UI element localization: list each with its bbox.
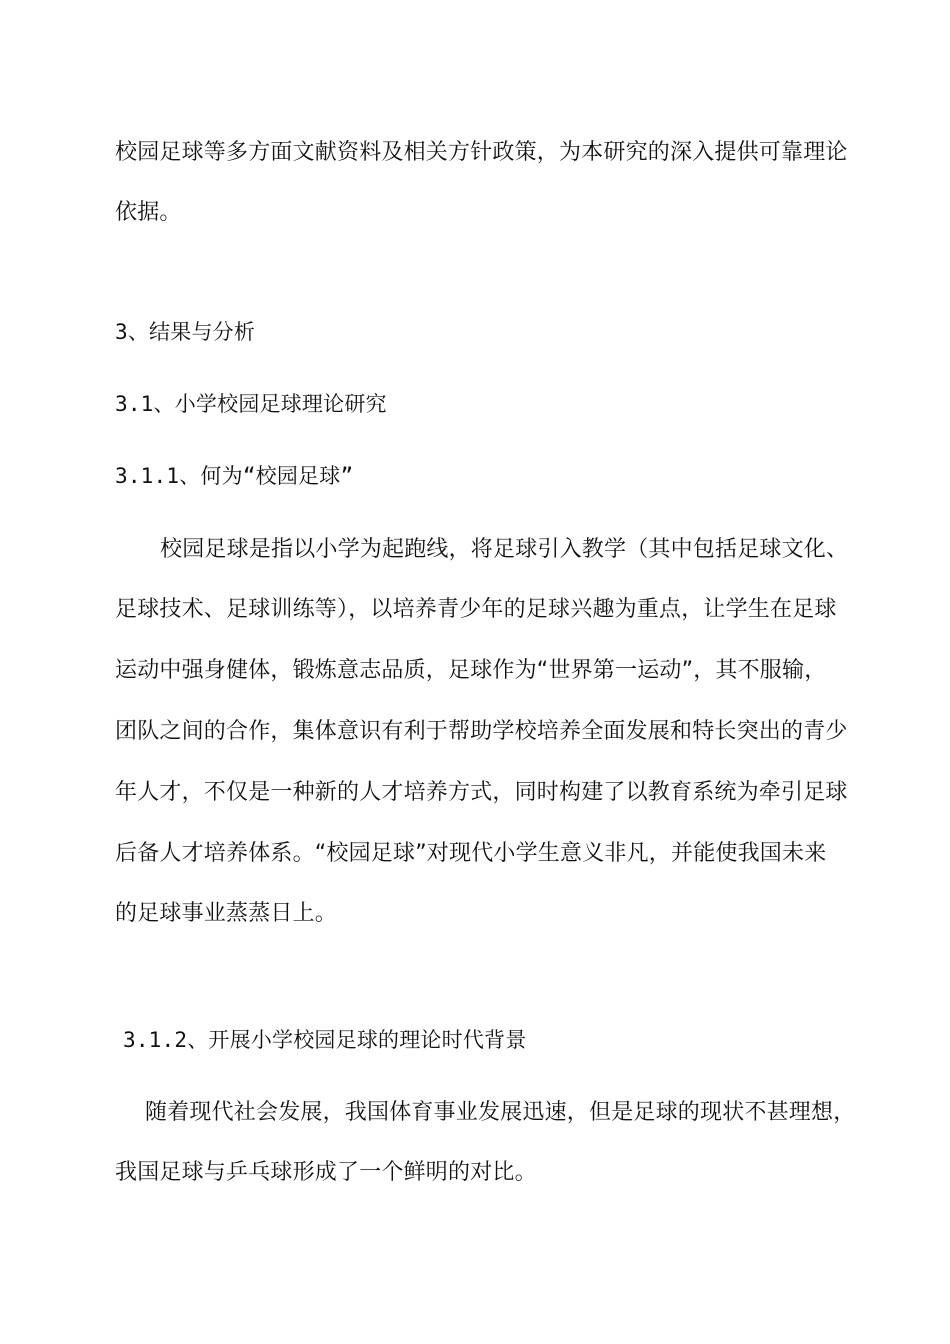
section-3-1-2-paragraph-line: 随着现代社会发展，我国体育事业发展迅速，但是足球的现状不甚理想， — [145, 1100, 856, 1125]
section-3-1-1-paragraph-line: 的足球事业蒸蒸日上。 — [115, 901, 338, 926]
section-3-1-1-paragraph-line: 运动中强身健体，锻炼意志品质，足球作为“世界第一运动”，其不服输， — [115, 658, 827, 683]
section-3-1-1-paragraph-line: 后备人才培养体系。“校园足球”对现代小学生意义非凡，并能使我国未来 — [115, 841, 827, 866]
section-3-heading: 3、结果与分析 — [115, 320, 256, 344]
section-3-1-heading: 3.1、小学校园足球理论研究 — [115, 392, 387, 416]
intro-line-2: 依据。 — [115, 200, 182, 225]
section-3-1-1-heading: 3.1.1、何为“校园足球” — [115, 464, 354, 488]
section-3-1-1-paragraph-line: 校园足球是指以小学为起跑线，将足球引入教学（其中包括足球文化、 — [160, 537, 849, 562]
section-3-1-1-paragraph-line: 团队之间的合作，集体意识有利于帮助学校培养全面发展和特长突出的青少 — [115, 719, 848, 744]
intro-line-1: 校园足球等多方面文献资料及相关方针政策，为本研究的深入提供可靠理论 — [115, 140, 848, 165]
section-3-1-1-paragraph-line: 年人才，不仅是一种新的人才培养方式，同时构建了以教育系统为牵引足球 — [115, 780, 848, 805]
section-3-1-1-paragraph-line: 足球技术、足球训练等），以培养青少年的足球兴趣为重点，让学生在足球 — [115, 597, 837, 622]
section-3-1-2-heading: 3.1.2、开展小学校园足球的理论时代背景 — [123, 1028, 527, 1052]
section-3-1-2-paragraph-line: 我国足球与乒乓球形成了一个鲜明的对比。 — [115, 1160, 537, 1185]
